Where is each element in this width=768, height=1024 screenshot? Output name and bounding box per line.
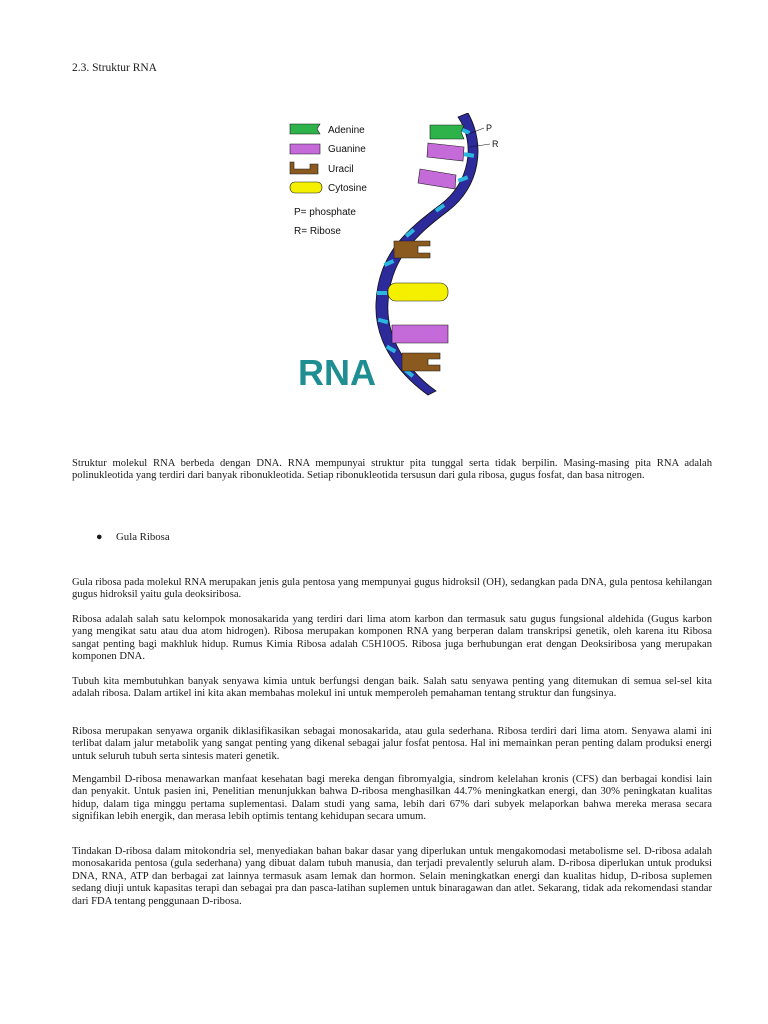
paragraph-5: Mengambil D-ribosa menawarkan manfaat kesehatan bagi mereka dengan fibromyalgia, sindrom kelelahan kronis (CFS) dan berbagai kondisi lain dan penyakit. Untuk pasien ini, Penelitian menunjukkan bahwa D-ribosa menghasilkan 44.7% meningkatkan energi, dan 30% peningkatan kualitas hidup, dalam tiga minggu pertama suplementasi. Dalam studi yang sama, lebih dari 67% dari subyek melaporkan bahwa mereka merasa secara signifikan lebih energik, dan merasa lebih optimis tentang kehidupan secara umum. <box>72 774 712 823</box>
rna-caption: RNA <box>298 352 376 393</box>
cytosine-swatch <box>290 182 322 193</box>
guanine-swatch <box>290 144 320 154</box>
rna-diagram <box>280 113 510 403</box>
rna-structure-figure <box>280 113 510 403</box>
base-uracil-2 <box>402 353 440 371</box>
legend-cytosine: Cytosine <box>328 183 367 194</box>
adenine-swatch <box>290 124 320 134</box>
base-adenine <box>430 125 464 139</box>
legend-uracil: Uracil <box>328 164 354 175</box>
r-marker: R <box>492 139 499 149</box>
base-guanine-top <box>427 143 464 161</box>
paragraph-4: Ribosa merupakan senyawa organik diklasifikasikan sebagai monosakarida, atau gula sederhana. Ribosa terdiri dari lima atom. Senyawa alami ini terlibat dalam jalur metabolik yang sangat penting yang dikenal sebagai jalur fosfat pentosa. Hal ini memainkan peran penting dalam produksi energi untuk seluruh tubuh serta sintesis materi genetik. <box>72 726 712 762</box>
paragraph-2: Ribosa adalah salah satu kelompok monosakarida yang terdiri dari lima atom karbon dan termasuk satu gugus fungsional aldehida (Gugus karbon yang mengikat satu atau dua atom hidrogen). Ribosa merupakan komponen RNA yang berperan dalam transkripsi genetik, oleh karena itu Ribosa sangat penting bagi makhluk hidup. Rumus Kimia Ribosa adalah C5H10O5. Ribosa juga berhubungan erat dengan Deoksiribosa yang merupakan komponen DNA. <box>72 614 712 663</box>
bullet-text: Gula Ribosa <box>116 531 170 543</box>
base-guanine-3 <box>392 325 448 343</box>
paragraph-1: Gula ribosa pada molekul RNA merupakan jenis gula pentosa yang mempunyai gugus hidroksil (OH), sedangkan pada DNA, gula pentosa kehilangan gugus hidroksil yaitu gula deoksiribosa. <box>72 577 712 601</box>
base-guanine-2 <box>418 169 456 189</box>
phosphate-note: P= phosphate <box>294 207 356 218</box>
bullet-item <box>96 531 170 543</box>
section-heading: 2.3. Struktur RNA <box>72 62 157 74</box>
bullet-icon: ● <box>96 531 103 543</box>
legend <box>290 124 367 237</box>
intro-paragraph: Struktur molekul RNA berbeda dengan DNA. RNA mempunyai struktur pita tunggal serta tidak berpilin. Masing-masing pita RNA adalah polinukleotida yang terdiri dari banyak ribonukleotida. Setiap ribonukleotida tersusun dari gula ribosa, gugus fosfat, dan basa nitrogen. <box>72 458 712 482</box>
base-uracil-1 <box>394 241 430 258</box>
legend-adenine: Adenine <box>328 125 365 136</box>
paragraph-3: Tubuh kita membutuhkan banyak senyawa kimia untuk berfungsi dengan baik. Salah satu senyawa penting yang ditemukan di semua sel-sel kita adalah ribosa. Dalam artikel ini kita akan membahas molekul ini untuk memperoleh pemahaman tentang struktur dan fungsinya. <box>72 676 712 700</box>
uracil-swatch <box>290 162 318 174</box>
base-cytosine <box>388 283 448 301</box>
ribose-note: R= Ribose <box>294 226 341 237</box>
p-marker: P <box>486 123 493 133</box>
paragraph-6: Tindakan D-ribosa dalam mitokondria sel, menyediakan bahan bakar dasar yang diperlukan untuk mengakomodasi metabolisme sel. D-ribosa adalah monosakarida pentosa (gula sederhana) yang dibuat dalam tubuh manusia, dan terjadi prevalently seluruh alam. D-ribosa diperlukan untuk produksi DNA, RNA, ATP dan berbagai zat lainnya termasuk asam lemak dan hormon. Selain meningkatkan energi dan kualitas hidup, D-ribosa suplemen sedang diuji untuk kapasitas terapi dan sebagai pra dan pasca-latihan suplemen untuk binaragawan dan atlet. Sekarang, tidak ada rekomendasi standar dari FDA tentang penggunaan D-ribosa. <box>72 846 712 907</box>
legend-guanine: Guanine <box>328 144 366 155</box>
